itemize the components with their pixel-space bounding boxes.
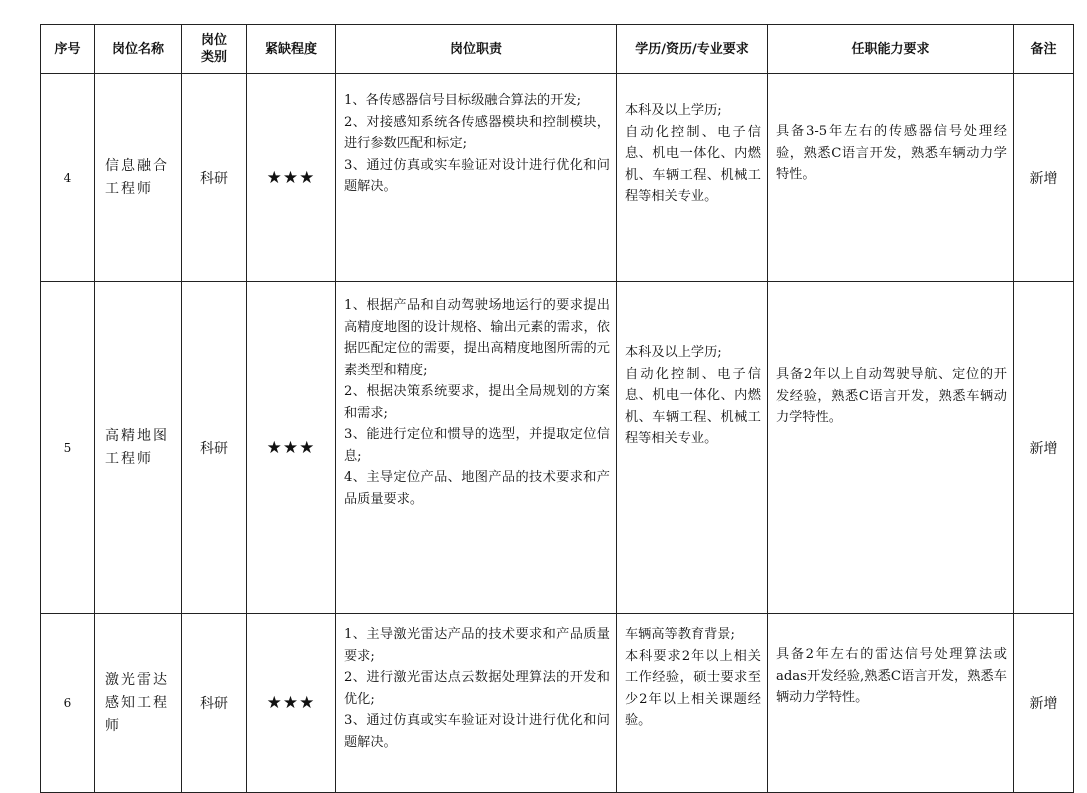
row-category: 科研	[182, 74, 247, 282]
row-education	[617, 282, 768, 614]
row-job-name: 高精地图工程师	[95, 282, 182, 614]
education-item: 自动化控制、电子信息、机电一体化、内燃机、车辆工程、机械工程等相关专业。	[625, 366, 761, 446]
row-note: 新增	[1014, 282, 1074, 614]
header-education: 学历/资历/专业要求	[617, 25, 768, 74]
header-abilities: 任职能力要求	[768, 25, 1014, 74]
row-scarcity-stars: ★★★	[247, 282, 336, 614]
row-job-name: 信息融合工程师	[95, 74, 182, 282]
education-item: 本科及以上学历;	[625, 345, 722, 360]
education-item: 自动化控制、电子信息、机电一体化、内燃机、车辆工程、机械工程等相关专业。	[625, 124, 761, 204]
education-item: 车辆高等教育背景;	[625, 627, 735, 642]
row-abilities: 具备3-5年左右的传感器信号处理经验，熟悉C语言开发，熟悉车辆动力学特性。	[768, 74, 1014, 282]
duty-item: 1、主导激光雷达产品的技术要求和产品质量要求;	[344, 627, 610, 664]
job-requirements-table	[40, 24, 1074, 793]
header-duties: 岗位职责	[336, 25, 617, 74]
table-header-row	[41, 25, 1074, 74]
duty-item: 3、通过仿真或实车验证对设计进行优化和问题解决。	[344, 713, 610, 750]
table-row	[41, 614, 1074, 793]
row-job-name: 激光雷达感知工程师	[95, 614, 182, 793]
education-item: 本科要求2年以上相关工作经验，硕士要求至少2年以上相关课题经验。	[625, 648, 761, 728]
row-duties	[336, 74, 617, 282]
header-name: 岗位名称	[95, 25, 182, 74]
row-education	[617, 614, 768, 793]
header-note: 备注	[1014, 25, 1074, 74]
duty-item: 2、对接感知系统各传感器模块和控制模块，进行参数匹配和标定;	[344, 114, 610, 151]
row-category: 科研	[182, 282, 247, 614]
duty-item: 1、根据产品和自动驾驶场地运行的要求提出高精度地图的设计规格、输出元素的需求，依据匹配定位的需要，提出高精度地图所需的元素类型和精度;	[344, 298, 610, 378]
row-scarcity-stars: ★★★	[247, 614, 336, 793]
duty-item: 3、通过仿真或实车验证对设计进行优化和问题解决。	[344, 157, 610, 194]
table-row	[41, 74, 1074, 282]
row-duties	[336, 614, 617, 793]
duty-item: 1、各传感器信号目标级融合算法的开发;	[344, 93, 582, 108]
duty-item: 3、能进行定位和惯导的选型，并提取定位信息;	[344, 427, 610, 464]
row-scarcity-stars: ★★★	[247, 74, 336, 282]
header-num: 序号	[41, 25, 95, 74]
duty-item: 4、主导定位产品、地图产品的技术要求和产品质量要求。	[344, 470, 610, 507]
table-row	[41, 282, 1074, 614]
row-num: 4	[41, 74, 95, 282]
row-duties	[336, 282, 617, 614]
duty-item: 2、进行激光雷达点云数据处理算法的开发和优化;	[344, 670, 610, 707]
duty-item: 2、根据决策系统要求，提出全局规划的方案和需求;	[344, 384, 610, 421]
row-note: 新增	[1014, 614, 1074, 793]
row-note: 新增	[1014, 74, 1074, 282]
row-abilities: 具备2年左右的雷达信号处理算法或adas开发经验,熟悉C语言开发，熟悉车辆动力学特性。	[768, 614, 1014, 793]
row-education	[617, 74, 768, 282]
row-category: 科研	[182, 614, 247, 793]
header-category	[182, 25, 247, 74]
education-item: 本科及以上学历;	[625, 103, 722, 118]
header-category-label: 岗位类别	[200, 33, 227, 65]
header-scarcity: 紧缺程度	[247, 25, 336, 74]
row-abilities: 具备2年以上自动驾驶导航、定位的开发经验，熟悉C语言开发，熟悉车辆动力学特性。	[768, 282, 1014, 614]
row-num: 5	[41, 282, 95, 614]
row-num: 6	[41, 614, 95, 793]
